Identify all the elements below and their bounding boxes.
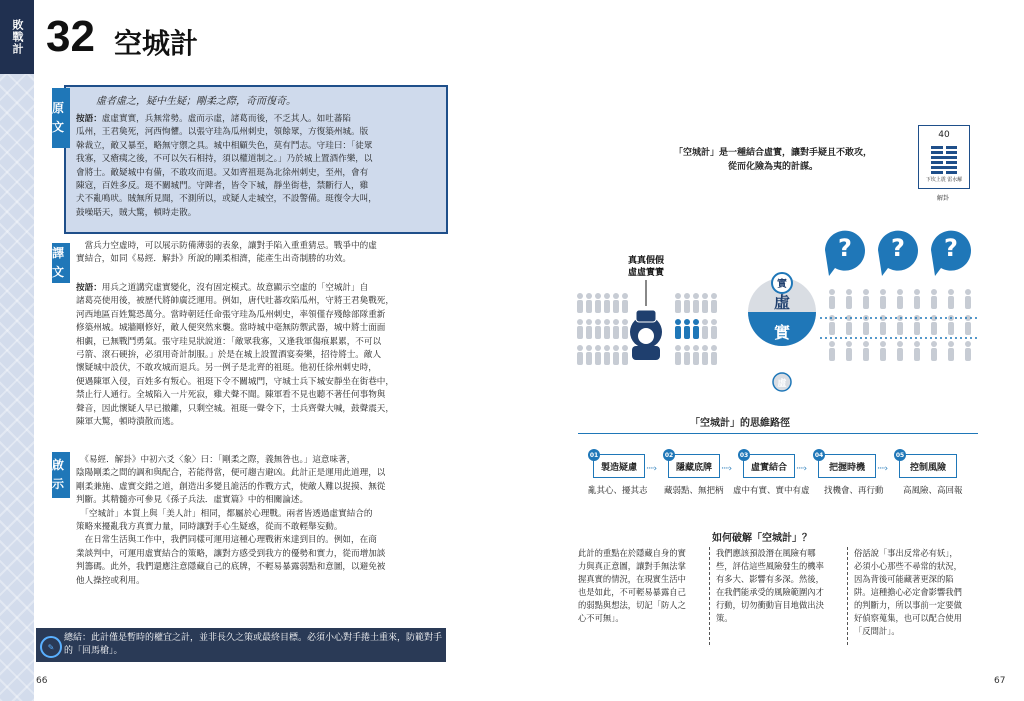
hexagram-name: 解卦 <box>936 195 949 202</box>
how-to-break-column-3 <box>854 547 978 638</box>
column-divider <box>709 547 710 645</box>
question-mark-text: ? <box>944 234 958 262</box>
summary-line: 總結：此計僅是暫時的權宜之計，並非長久之策或最終目標。必須小心對手捲土重來，防範對手 <box>64 633 443 643</box>
original-notes-line: 鼓噪聒天，賊大驚，頓時走散。 <box>76 207 197 218</box>
circle-main-top-label: 虛 <box>773 293 791 312</box>
soldier-figure <box>684 319 690 339</box>
soldier-figure <box>684 293 690 313</box>
enemy-figure <box>863 289 869 309</box>
soldier-figure <box>622 293 628 313</box>
soldier-figure <box>613 293 619 313</box>
step-label: 控制風險 <box>909 462 946 473</box>
summary-bar <box>36 628 446 662</box>
circle-bottom-label: 虛 <box>777 379 787 389</box>
how-line: 力與真正意圖，讓對手無法掌 <box>578 561 686 571</box>
soldier-figure <box>711 293 717 313</box>
soldier-figure <box>604 345 610 365</box>
translation-line: 當兵力空虛時，可以展示防備薄弱的表象，讓對手陷入重重猜忌。戰爭中的虛 <box>84 241 377 251</box>
step-number: 05 <box>894 449 906 461</box>
enemy-figure <box>948 341 954 361</box>
column-divider <box>847 547 848 645</box>
how-to-break-column-2 <box>716 547 840 625</box>
soldier-figure <box>595 293 601 313</box>
enemy-figure <box>897 289 903 309</box>
question-mark-1 <box>825 231 865 276</box>
circle-main-bottom-label: 實 <box>773 323 791 342</box>
step-number: 01 <box>588 449 600 461</box>
how-line: 「反間計」。 <box>854 626 900 636</box>
original-notes-line: 犬不亂鳴吠。賊無所見聞，不測所以，或疑人走城空，不設警備。珽復令大叫， <box>76 194 377 205</box>
how-line: 阱。這種擔心必定會影響我們 <box>854 587 962 597</box>
insight-line: 剛柔兼施、虛實交錯之道，創造出多變且詭活的作戰方式，使敵人難以捉摸、無從 <box>76 481 386 492</box>
soldier-figure <box>693 319 699 339</box>
how-line: 行動，切勿衝動盲目地做出決 <box>716 600 824 610</box>
insight-line: 判斷。其精髓亦可參見《孫子兵法．虛實篇》中的相關論述。 <box>76 495 309 506</box>
circle-top-label: 實 <box>777 279 787 290</box>
translation-notes-line: 便遇陳軍入侵，百姓多有叛心。祖珽下令不關城門，守城士兵下城安靜坐在街巷中， <box>76 376 394 387</box>
page-spine <box>448 74 540 701</box>
original-notes-line: 我寡，又瘡痍之後，不可以矢石相持，須以權道制之。」乃於城上置酒作樂，以 <box>76 154 373 165</box>
soldier-figure <box>604 319 610 339</box>
soldier-figure <box>577 345 583 365</box>
how-line: 在我們能承受的風險範圍內才 <box>716 587 824 597</box>
how-line: 握真實的情況，在現實生活中 <box>578 574 686 584</box>
insight-line: 策略來擾亂我方真實力量，同時讓對手心生疑惑，從而不敢輕舉妄動。 <box>76 522 343 533</box>
translation-notes-line: 聲音，因此懷疑人早已撤離，只剩空城。祖珽一聲令下，士兵齊聲大喊，鼓聲震天， <box>76 403 394 414</box>
step-desc: 亂其心、擾其志 <box>588 486 648 496</box>
summary-icon: ✎ <box>40 636 62 658</box>
enemy-figure <box>880 341 886 361</box>
page-number-left: 66 <box>36 676 48 686</box>
tag-line: 真真假假 <box>627 256 665 266</box>
path-step-4 <box>814 451 876 478</box>
enemy-figure <box>914 289 920 309</box>
insight-line: 他人操控或利用。 <box>76 575 145 586</box>
soldier-figure <box>622 319 628 339</box>
how-line: 有多大、影響有多深。然後， <box>716 574 824 584</box>
lead-line: 「空城計」是一種結合虛實，讓對手疑且不敢攻， <box>673 148 872 158</box>
enemy-figure <box>914 341 920 361</box>
soldier-figure <box>586 345 592 365</box>
tag-line: 虛虛實實 <box>627 268 665 278</box>
hexagram-caption: 下坎上震 雷水解 <box>925 177 963 183</box>
page-number-right: 67 <box>994 676 1006 686</box>
question-mark-text: ? <box>838 234 852 262</box>
translation-notes-line: 弓箭、滾石硬拚，必須用奇計制服。」於是在城上設置酒宴奏樂，招待將士。敵人 <box>76 350 382 361</box>
soldier-figure <box>586 293 592 313</box>
soldier-figure <box>684 345 690 365</box>
enemy-figure <box>931 341 937 361</box>
step-number: 02 <box>663 449 675 461</box>
thinking-path-title: 「空城計」的思維路徑 <box>690 418 790 429</box>
how-line: 此計的重點在於隱藏自身的實 <box>578 548 686 558</box>
translation-notes-heading: 按語： <box>76 283 102 293</box>
how-line: 俗話說「事出反常必有妖」， <box>854 548 958 558</box>
thinking-path-line <box>578 433 978 434</box>
translation-notes-line: 諸葛亮使用後，被歷代將帥廣泛運用。例如，唐代吐蕃攻陷瓜州，守將王君㚟戰死， <box>76 296 394 307</box>
how-line: 必須小心那些不尋常的狀況， <box>854 561 962 571</box>
insight-line: 判籌碼。此外，我們還應注意隱藏自己的底牌，不輕易暴露弱點和意圖，以避免被 <box>76 562 386 573</box>
soldier-figure <box>595 319 601 339</box>
how-line: 我們應該預設潛在風險有哪 <box>716 548 816 558</box>
chapter-number: 32 <box>46 12 95 61</box>
enemy-figure <box>897 341 903 361</box>
soldier-figure <box>595 345 601 365</box>
soldier-figure <box>675 293 681 313</box>
chapter-title: 空城計 <box>114 27 199 60</box>
how-to-break-title: 如何破解「空城計」？ <box>712 533 812 544</box>
how-line: 心不可無」。 <box>578 613 624 623</box>
step-number: 04 <box>813 449 825 461</box>
how-line: 也是如此，不可輕易暴露自己 <box>578 587 686 597</box>
translation-notes <box>76 282 442 429</box>
path-step-1 <box>589 451 645 478</box>
how-line: 策。 <box>716 613 733 623</box>
insight-quote: 《易經．解卦》中初六爻〈象〉曰：「剛柔之際，義無咎也。」這意味著， <box>84 455 356 465</box>
empty-fort-illustration <box>560 210 990 410</box>
step-desc: 高風險、高回報 <box>903 486 963 496</box>
enemy-figure <box>931 289 937 309</box>
soldier-figure <box>693 345 699 365</box>
soldier-figure <box>622 345 628 365</box>
translation-notes-line: 用兵之道講究虛實變化，沒有固定模式。故意顯示空虛的「空城計」自 <box>101 283 369 293</box>
soldier-figure <box>604 293 610 313</box>
central-circle <box>748 273 816 391</box>
hexagram-box <box>918 125 970 189</box>
path-step-2 <box>664 451 720 478</box>
path-step-5 <box>895 451 957 478</box>
arrow-icon: ····› <box>796 464 807 474</box>
question-mark-3 <box>931 231 971 276</box>
hexagram-number: 40 <box>938 130 950 140</box>
original-notes <box>76 113 442 220</box>
summary-text <box>64 632 442 658</box>
side-tab: 敗戰計 <box>0 0 34 74</box>
translation-label: 譯文 <box>52 243 70 283</box>
step-label: 虛實結合 <box>750 462 787 473</box>
translation-notes-line: 修築州城。城牆剛修好，敵人便突然來襲。當時城中毫無防禦武器，城中將士面面 <box>76 323 386 334</box>
how-line: 的判斷力，所以事前一定要做 <box>854 600 962 610</box>
question-mark-text: ? <box>891 234 905 262</box>
insight-label: 啟示 <box>52 452 70 498</box>
enemy-figure <box>846 341 852 361</box>
enemy-figure <box>965 341 971 361</box>
insight-text <box>76 454 442 588</box>
translation-intro <box>76 240 442 267</box>
how-line: 因為背後可能藏著更深的陷 <box>854 574 954 584</box>
step-desc: 藏弱點、無把柄 <box>664 486 724 496</box>
translation-notes-line: 河西地區百姓驚恐萬分。當時朝廷任命張守珪為瓜州刺史，率領僅存殘餘部隊重新 <box>76 309 386 320</box>
original-notes-line: 虛虛實實，兵無常勢。虛而示虛，諸葛而後，不乏其人。如吐蕃陷 <box>101 114 352 124</box>
original-quote: 虛者虛之，疑中生疑；剛柔之際，奇而復奇。 <box>96 96 296 107</box>
step-desc: 虛中有實、實中有虛 <box>733 486 810 496</box>
how-line: 好偵察蒐集，也可以配合使用 <box>854 613 962 623</box>
insight-line: 「空城計」本質上與「美人計」相同，都屬於心理戰。兩者皆透過虛實結合的 <box>84 508 373 519</box>
enemy-figure <box>846 289 852 309</box>
soldier-figure <box>586 319 592 339</box>
original-notes-line: 瓜州，王君㚟死，河西恂懼。以張守珪為瓜州刺史，領餘眾，方復築州城。版 <box>76 127 369 138</box>
arrow-icon: ····› <box>646 464 657 474</box>
step-label: 隱藏底牌 <box>675 462 712 473</box>
step-label: 製造疑慮 <box>600 462 637 473</box>
enemy-figure <box>965 289 971 309</box>
original-notes-line: 會將士。敵疑城中有備，不敢攻而退。又如齊祖珽為北徐州刺史，至州，會有 <box>76 167 369 178</box>
soldier-figure <box>702 293 708 313</box>
summary-line: 的「回馬槍」。 <box>64 646 123 656</box>
hexagram-icon <box>931 144 957 176</box>
soldier-figure <box>577 293 583 313</box>
insight-line: 在日常生活與工作中，我們同樣可運用這種心理戰術來達到目的。例如，在商 <box>84 535 377 546</box>
arrow-icon: ····› <box>877 464 888 474</box>
step-label: 把握時機 <box>828 462 865 473</box>
enemy-figure <box>829 341 835 361</box>
soldier-figure <box>702 319 708 339</box>
question-mark-2 <box>878 231 918 276</box>
soldier-figure <box>693 293 699 313</box>
original-notes-line: 榦裁立，敵又暴至，略無守禦之具。城中相顧失色，莫有鬥志。守珪曰：「徒眾 <box>76 140 373 151</box>
enemy-figure <box>829 289 835 309</box>
insight-line: 陰陽剛柔之間的調和與配合，若能得當，便可趨吉避凶。此計正是運用此道理，以 <box>76 468 386 479</box>
how-line: 的弱點與想法，切記「防人之 <box>578 600 686 610</box>
soldier-figure <box>675 345 681 365</box>
chapter-header <box>34 0 1024 74</box>
step-number: 03 <box>738 449 750 461</box>
soldier-figure <box>577 319 583 339</box>
lead-line: 從而化險為夷的計謀。 <box>727 162 818 172</box>
how-to-break-column-1 <box>578 547 702 625</box>
soldier-figure <box>711 319 717 339</box>
original-label: 原文 <box>52 88 70 148</box>
path-step-3 <box>739 451 795 478</box>
soldier-figure <box>702 345 708 365</box>
translation-notes-line: 陳軍大驚，頓時潰散而逃。 <box>76 417 180 428</box>
translation-notes-line: 禁止行人通行。全城陷入一片死寂，雞犬聲不聞。陳軍看不見也聽不著任何事物與 <box>76 390 386 401</box>
soldier-figure <box>675 319 681 339</box>
translation-notes-line: 懷疑城中設伏，不敢攻城而退兵。另一例子是北齊的祖珽。他初任徐州刺史時， <box>76 363 377 374</box>
translation-line: 實結合，如同《易經．解卦》所說的剛柔相濟，能產生出奇制勝的功效。 <box>76 254 352 265</box>
diagram-lead <box>668 146 878 174</box>
translation-notes-line: 相覷，已無戰鬥勇氣。張守珪見狀說道：「敵眾我寡，又逢我軍傷痕累累，不可以 <box>76 336 382 347</box>
original-notes-heading: 按語： <box>76 114 102 124</box>
soldier-figure <box>613 345 619 365</box>
original-notes-line: 陳寇，百姓多反。珽不關城門。守陴者，皆令下城，靜坐街巷，禁斷行人，雞 <box>76 181 369 192</box>
insight-line: 業談判中，可運用虛實結合的策略，讓對方感受到我方的優勢和實力，從而增加談 <box>76 548 386 559</box>
commander-icon <box>630 310 662 360</box>
soldier-figure <box>711 345 717 365</box>
step-desc: 找機會、再行動 <box>824 486 884 496</box>
arrow-icon: ····› <box>721 464 732 474</box>
how-line: 些，評估這些風險發生的機率 <box>716 561 824 571</box>
enemy-figure <box>863 341 869 361</box>
soldier-figure <box>613 319 619 339</box>
enemy-figure <box>948 289 954 309</box>
enemy-figure <box>880 289 886 309</box>
